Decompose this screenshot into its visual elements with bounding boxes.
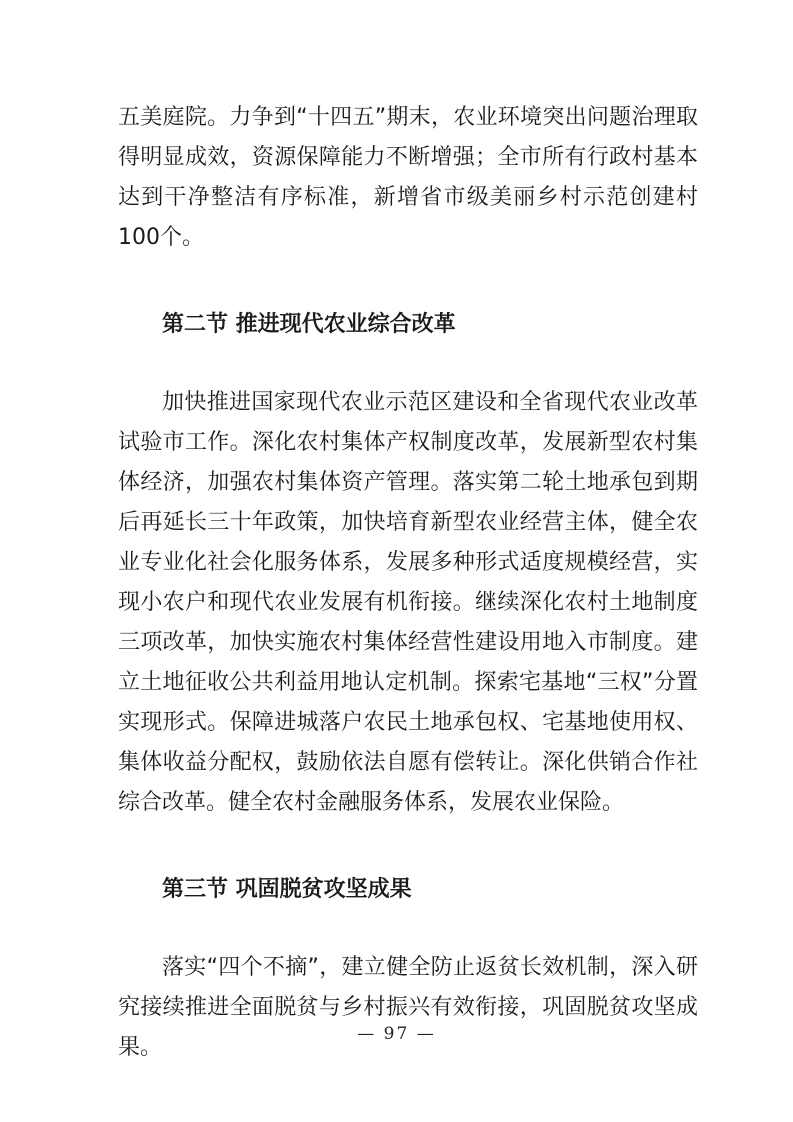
section-body-2: 加快推进国家现代农业示范区建设和全省现代农业改革试验市工作。深化农村集体产权制度改革，发展新型农村集体经济，加强农村集体资产管理。落实第二轮土地承包到期后再延长三十年政策，加快培育新型农业经营主体，健全农业专业化社会化服务体系，发展多种形式适度规模经营，实现小农户和现代农业发展有机衔接。继续深化农村土地制度三项改革，加快实施农村集体经营性建设用地入市制度。建立土地征收公共利益用地认定机制。探索宅基地“三权”分置实现形式。保障进城落户农民土地承包权、宅基地使用权、集体收益分配权，鼓励依法自愿有偿转让。深化供销合作社综合改革。健全农村金融服务体系，发展农业保险。 [118, 390, 698, 815]
section-heading-2: 第二节 推进现代农业综合改革 [162, 312, 456, 337]
spacer [118, 258, 698, 305]
spacer [118, 910, 698, 948]
page-number: — 97 — [357, 1024, 436, 1044]
document-page [118, 98, 698, 1068]
spacer [118, 345, 698, 383]
spacer [118, 823, 698, 870]
section-heading-3: 第三节 巩固脱贫攻坚成果 [162, 877, 412, 902]
intro-paragraph: 五美庭院。力争到“十四五”期末，农业环境突出问题治理取得明显成效，资源保障能力不断增强；全市所有行政村基本达到干净整洁有序标准，新增省市级美丽乡村示范创建村 100个。 [118, 105, 698, 250]
section-body-3: 落实“四个不摘”，建立健全防止返贫长效机制，深入研究接续推进全面脱贫与乡村振兴有效衔接，巩固脱贫攻坚成果。 [118, 955, 698, 1060]
